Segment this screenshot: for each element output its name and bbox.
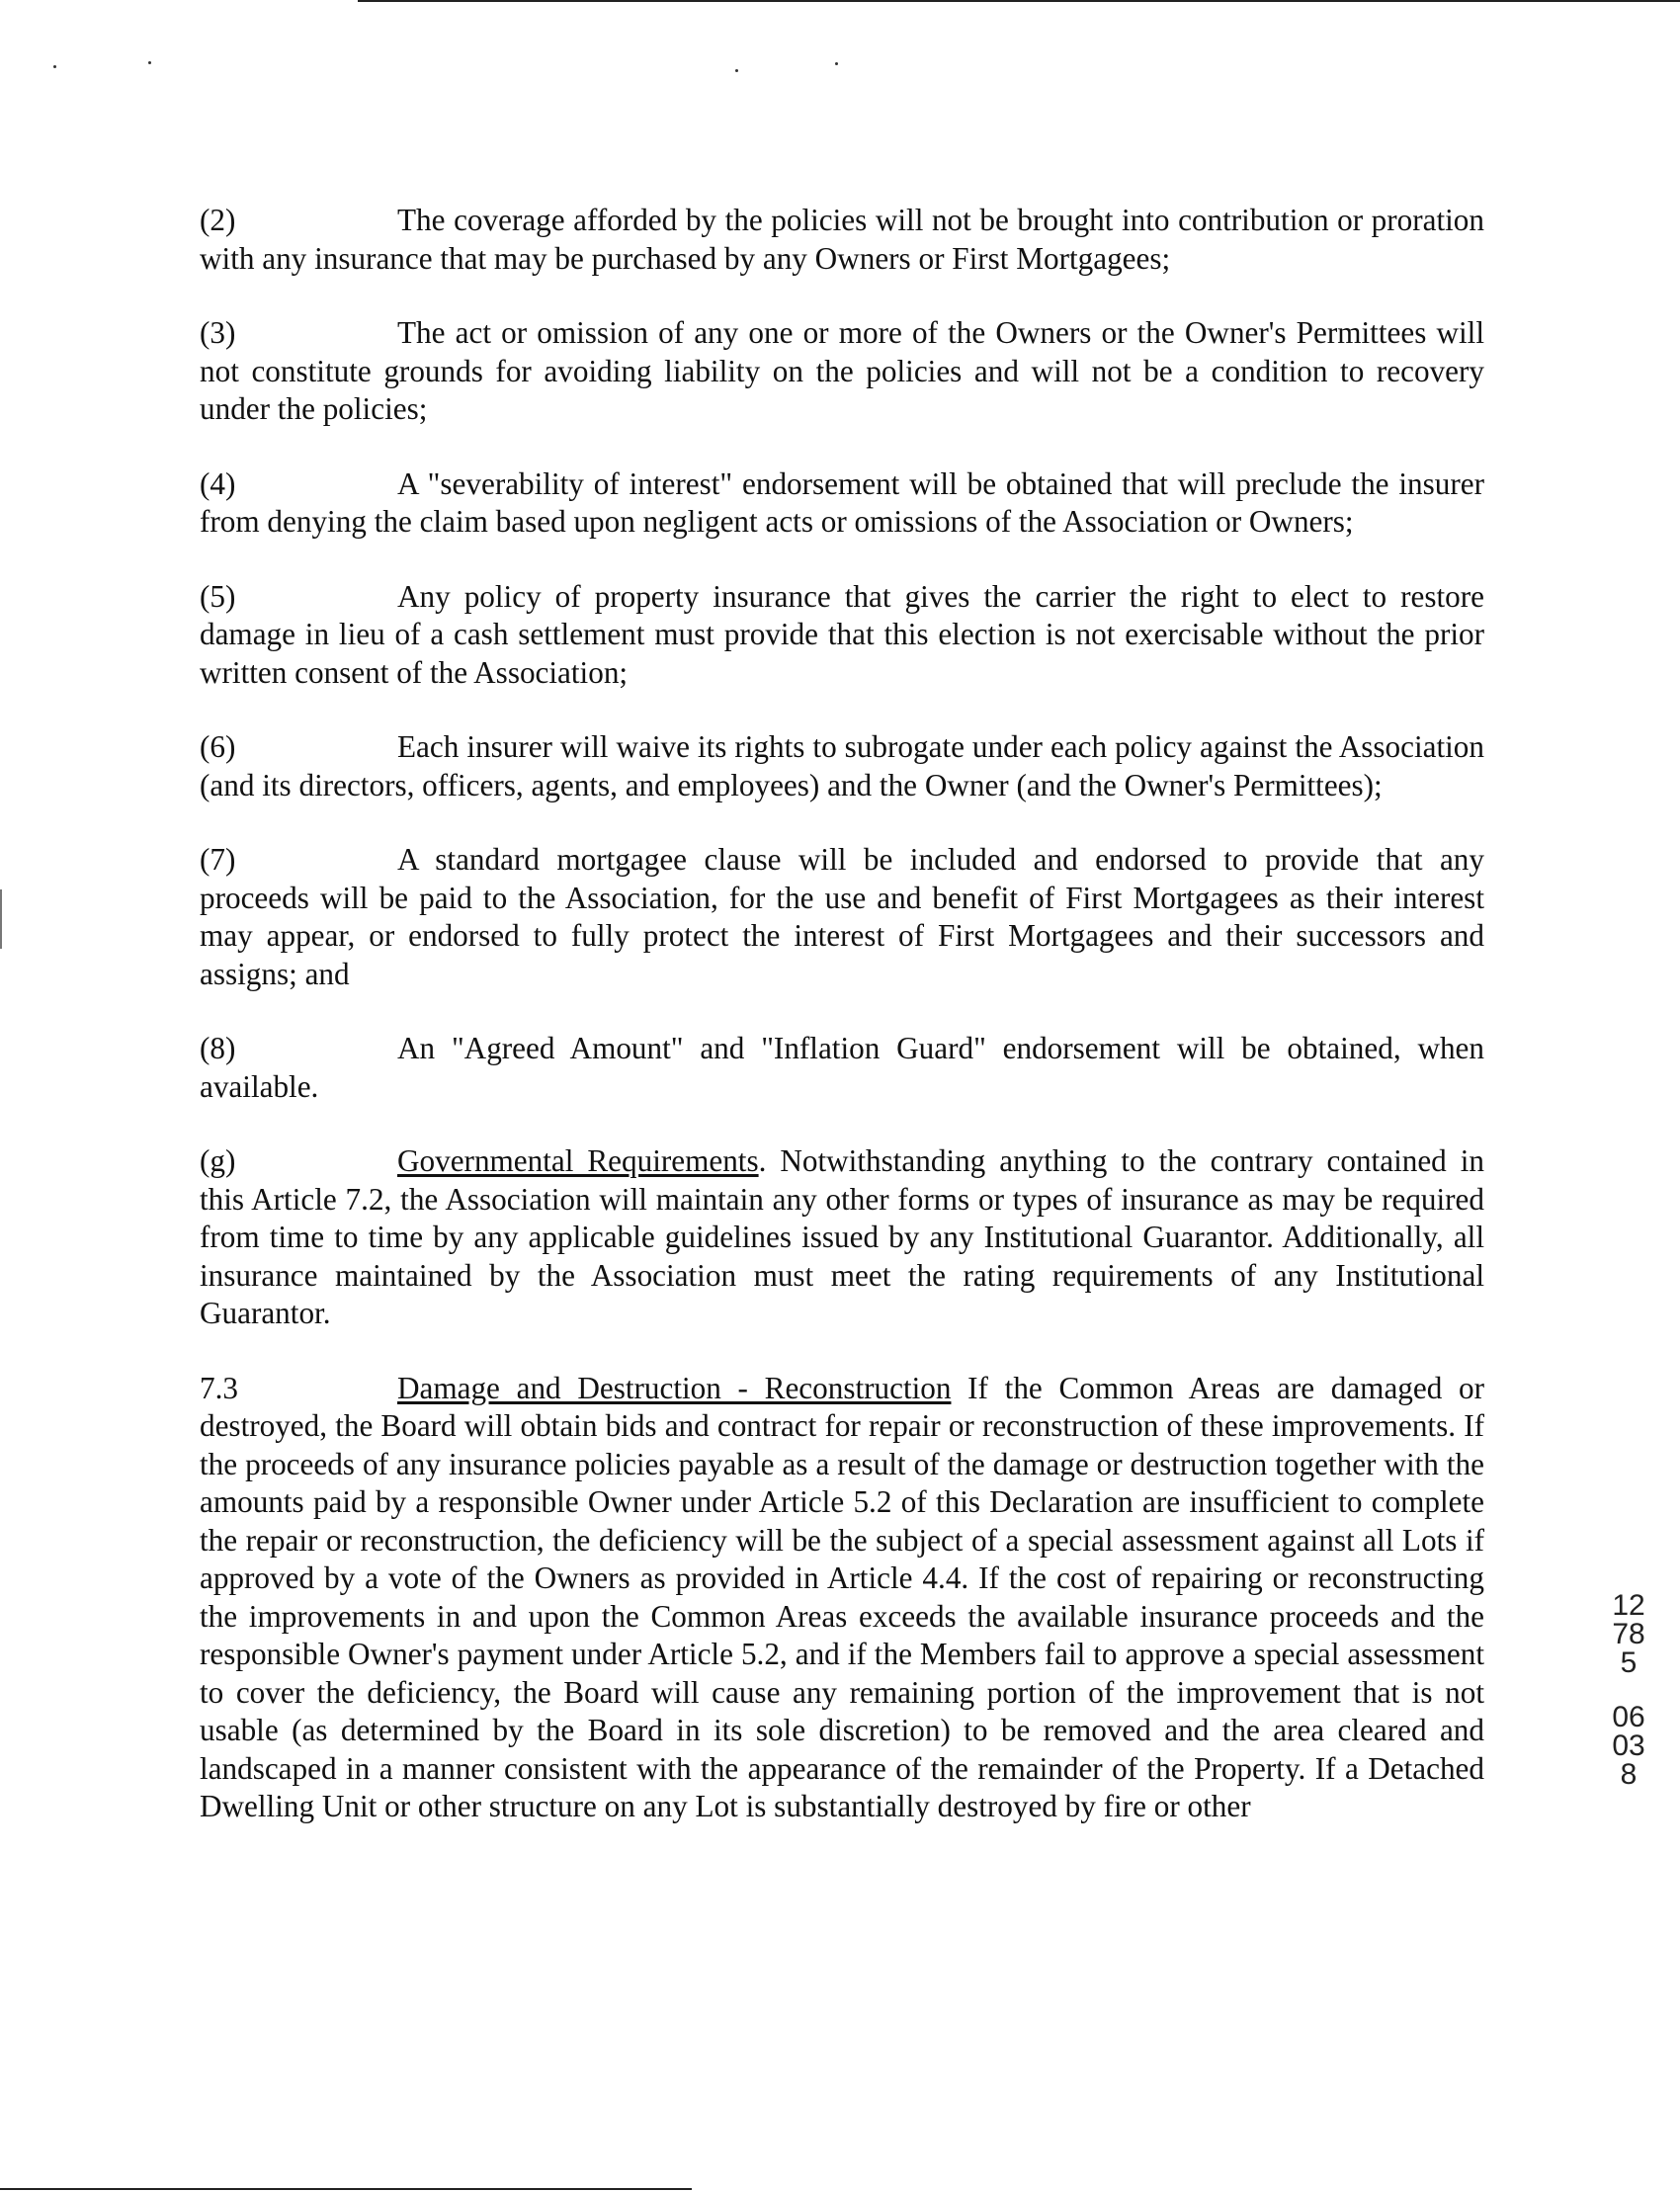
paragraph-6 bbox=[200, 728, 1484, 804]
paragraph-7 bbox=[200, 841, 1484, 993]
bates-number-part2: 06038 bbox=[1612, 1701, 1645, 1791]
paragraph-label: (4) bbox=[200, 465, 236, 501]
paragraph-label: (3) bbox=[200, 315, 236, 350]
scan-speck bbox=[735, 69, 738, 72]
scan-left-mark bbox=[0, 889, 2, 949]
section-text: . Notwithstanding anything to the contrary contained in this Article 7.2, the Association will maintain any other forms or types of insurance as may be required from time to time by any applicable guidelines issued by any Institutional Guarantor. Additionally, all insurance maintained by the Association must meet the rating requirements of any Institutional Guarantor. bbox=[200, 1143, 1484, 1330]
paragraph-text: A "severability of interest" endorsement will be obtained that will preclude the insurer from denying the claim based upon negligent acts or omissions of the Association or Owners; bbox=[200, 465, 1484, 539]
scan-top-edge bbox=[358, 0, 1680, 2]
scan-speck bbox=[53, 65, 56, 68]
paragraph-text: The act or omission of any one or more of the Owners or the Owner's Permittees will not constitute grounds for avoiding liability on the policies and will not be a condition to recovery under the policies; bbox=[200, 315, 1484, 426]
section-label: 7.3 bbox=[200, 1370, 238, 1405]
section-heading: Damage and Destruction - Reconstruction bbox=[397, 1370, 952, 1405]
paragraph-text: Any policy of property insurance that gives the carrier the right to elect to restore damage in lieu of a cash settlement must provide that this election is not exercisable without the prior written consent of the Association; bbox=[200, 578, 1484, 690]
paragraph-text: Each insurer will waive its rights to subrogate under each policy against the Association (and its directors, officers, agents, and employees) and the Owner (and the Owner's Permittees); bbox=[200, 729, 1484, 802]
paragraph-label: (7) bbox=[200, 842, 236, 877]
section-text: If the Common Areas are damaged or destroyed, the Board will obtain bids and contract for repair or reconstruction of these improvements. If the proceeds of any insurance policies payable as a result of the damage or destruction together with the amounts paid by a responsible Owner under Article 5.2 of this Declaration are insufficient to complete the repair or reconstruction, the deficiency will be the subject of a special assessment against all Lots if approved by a vote of the Owners as provided in Article 4.4. If the cost of repairing or reconstructing the improvements in and upon the Common Areas exceeds the available insurance proceeds and the responsible Owner's payment under Article 5.2, and if the Members fail to approve a special assessment to cover the deficiency, the Board will cause any remaining portion of the improvement that is not usable (as determined by the Board in its sole discretion) to be removed and the area cleared and landscaped in a manner consistent with the appearance of the remainder of the Property. If a Detached Dwelling Unit or other structure on any Lot is substantially destroyed by fire or other bbox=[200, 1370, 1484, 1823]
section-7-3 bbox=[200, 1370, 1484, 1826]
paragraph-label: (5) bbox=[200, 578, 236, 614]
scan-speck bbox=[148, 61, 151, 64]
scan-speck bbox=[835, 62, 838, 65]
paragraph-label: (8) bbox=[200, 1031, 236, 1065]
paragraph-label: (6) bbox=[200, 729, 236, 764]
paragraph-5 bbox=[200, 578, 1484, 693]
section-heading: Governmental Requirements bbox=[397, 1143, 759, 1178]
section-label: (g) bbox=[200, 1143, 236, 1178]
paragraph-text: A standard mortgagee clause will be included and endorsed to provide that any proceeds will be paid to the Association, for the use and benefit of First Mortgagees as their interest may appear, or endorsed to fully protect the interest of First Mortgagees and their successors and assigns; and bbox=[200, 842, 1484, 991]
document-body bbox=[200, 202, 1484, 1863]
bates-number-part1: 12785 bbox=[1612, 1589, 1645, 1679]
paragraph-8 bbox=[200, 1030, 1484, 1106]
scan-bottom-edge bbox=[0, 2188, 692, 2190]
section-g bbox=[200, 1142, 1484, 1333]
paragraph-label: (2) bbox=[200, 203, 236, 237]
paragraph-text: The coverage afforded by the policies will not be brought into contribution or proration with any insurance that may be purchased by any Owners or First Mortgagees; bbox=[200, 203, 1484, 276]
bates-number bbox=[1609, 1591, 1648, 1789]
paragraph-text: An "Agreed Amount" and "Inflation Guard" endorsement will be obtained, when available. bbox=[200, 1031, 1484, 1104]
paragraph-3 bbox=[200, 314, 1484, 429]
paragraph-2 bbox=[200, 202, 1484, 278]
paragraph-4 bbox=[200, 465, 1484, 542]
